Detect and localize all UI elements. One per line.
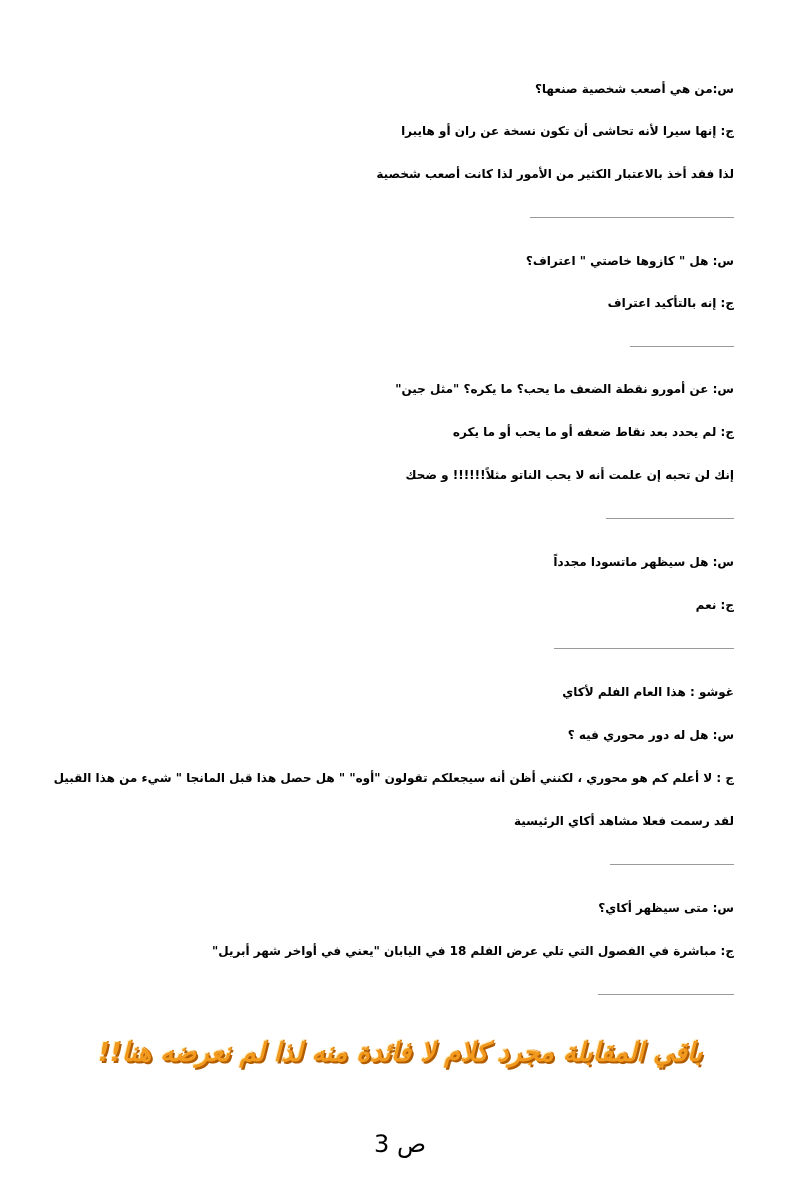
answer-hardest-character-cont: لذا فقد أخذ بالاعتبار الكثير من الأمور لذا كانت أصعب شخصية bbox=[376, 167, 734, 181]
answer-amuro-weakness: ج: لم يحدد بعد نقاط ضعفه أو ما يحب أو ما يكره bbox=[452, 425, 734, 439]
question-central-role: س: هل له دور محوري فيه ؟ bbox=[567, 728, 734, 742]
question-amuro-weakness: س: عن أمورو نقطة الضعف ما يحب؟ ما يكره؟ "مثل جين" bbox=[395, 382, 734, 396]
separator-line bbox=[530, 217, 734, 218]
separator-line bbox=[630, 346, 734, 347]
separator-line bbox=[606, 518, 734, 519]
answer-matsuda: ج: نعم bbox=[695, 598, 734, 612]
answer-central-role: ج : لا أعلم كم هو محوري ، لكنني أظن أنه سيجعلكم تقولون "أوه" " هل حصل هذا قبل المانجا " شيء من هذا القبيل bbox=[53, 771, 734, 785]
answer-amuro-weakness-cont: إنك لن تحبه إن علمت أنه لا يحب الناتو مثلاً!!!!!! و ضحك bbox=[405, 468, 734, 482]
answer-central-role-cont: لقد رسمت فعلا مشاهد أكاي الرئيسية bbox=[513, 814, 734, 828]
question-akai-appearance: س: متى سيظهر أكاي؟ bbox=[598, 901, 734, 915]
separator-line bbox=[610, 864, 734, 865]
separator-line bbox=[598, 994, 734, 995]
question-confession: س: هل " كازوها خاصتي " اعتراف؟ bbox=[525, 254, 734, 268]
answer-confession: ج: إنه بالتأكيد اعتراف bbox=[607, 296, 734, 310]
page-number: ص 3 bbox=[374, 1130, 426, 1158]
rest-of-interview-banner: باقي المقابلة مجرد كلام لا فائدة منه لذا لم نعرضه هنا!! bbox=[97, 1038, 703, 1068]
question-hardest-character: س:من هي أصعب شخصية صنعها؟ bbox=[534, 82, 734, 96]
gosho-statement: غوشو : هذا العام الفلم لأكاي bbox=[562, 685, 734, 699]
question-matsuda: س: هل سيظهر ماتسودا مجدداً bbox=[553, 555, 734, 569]
answer-hardest-character: ج: إنها سيرا لأنه تحاشى أن تكون نسخة عن ران أو هايبرا bbox=[401, 124, 734, 138]
answer-akai-appearance: ج: مباشرة في الفصول التي تلي عرض الفلم 18 في اليابان "يعني في أواخر شهر أبريل" bbox=[212, 944, 734, 958]
separator-line bbox=[554, 648, 734, 649]
